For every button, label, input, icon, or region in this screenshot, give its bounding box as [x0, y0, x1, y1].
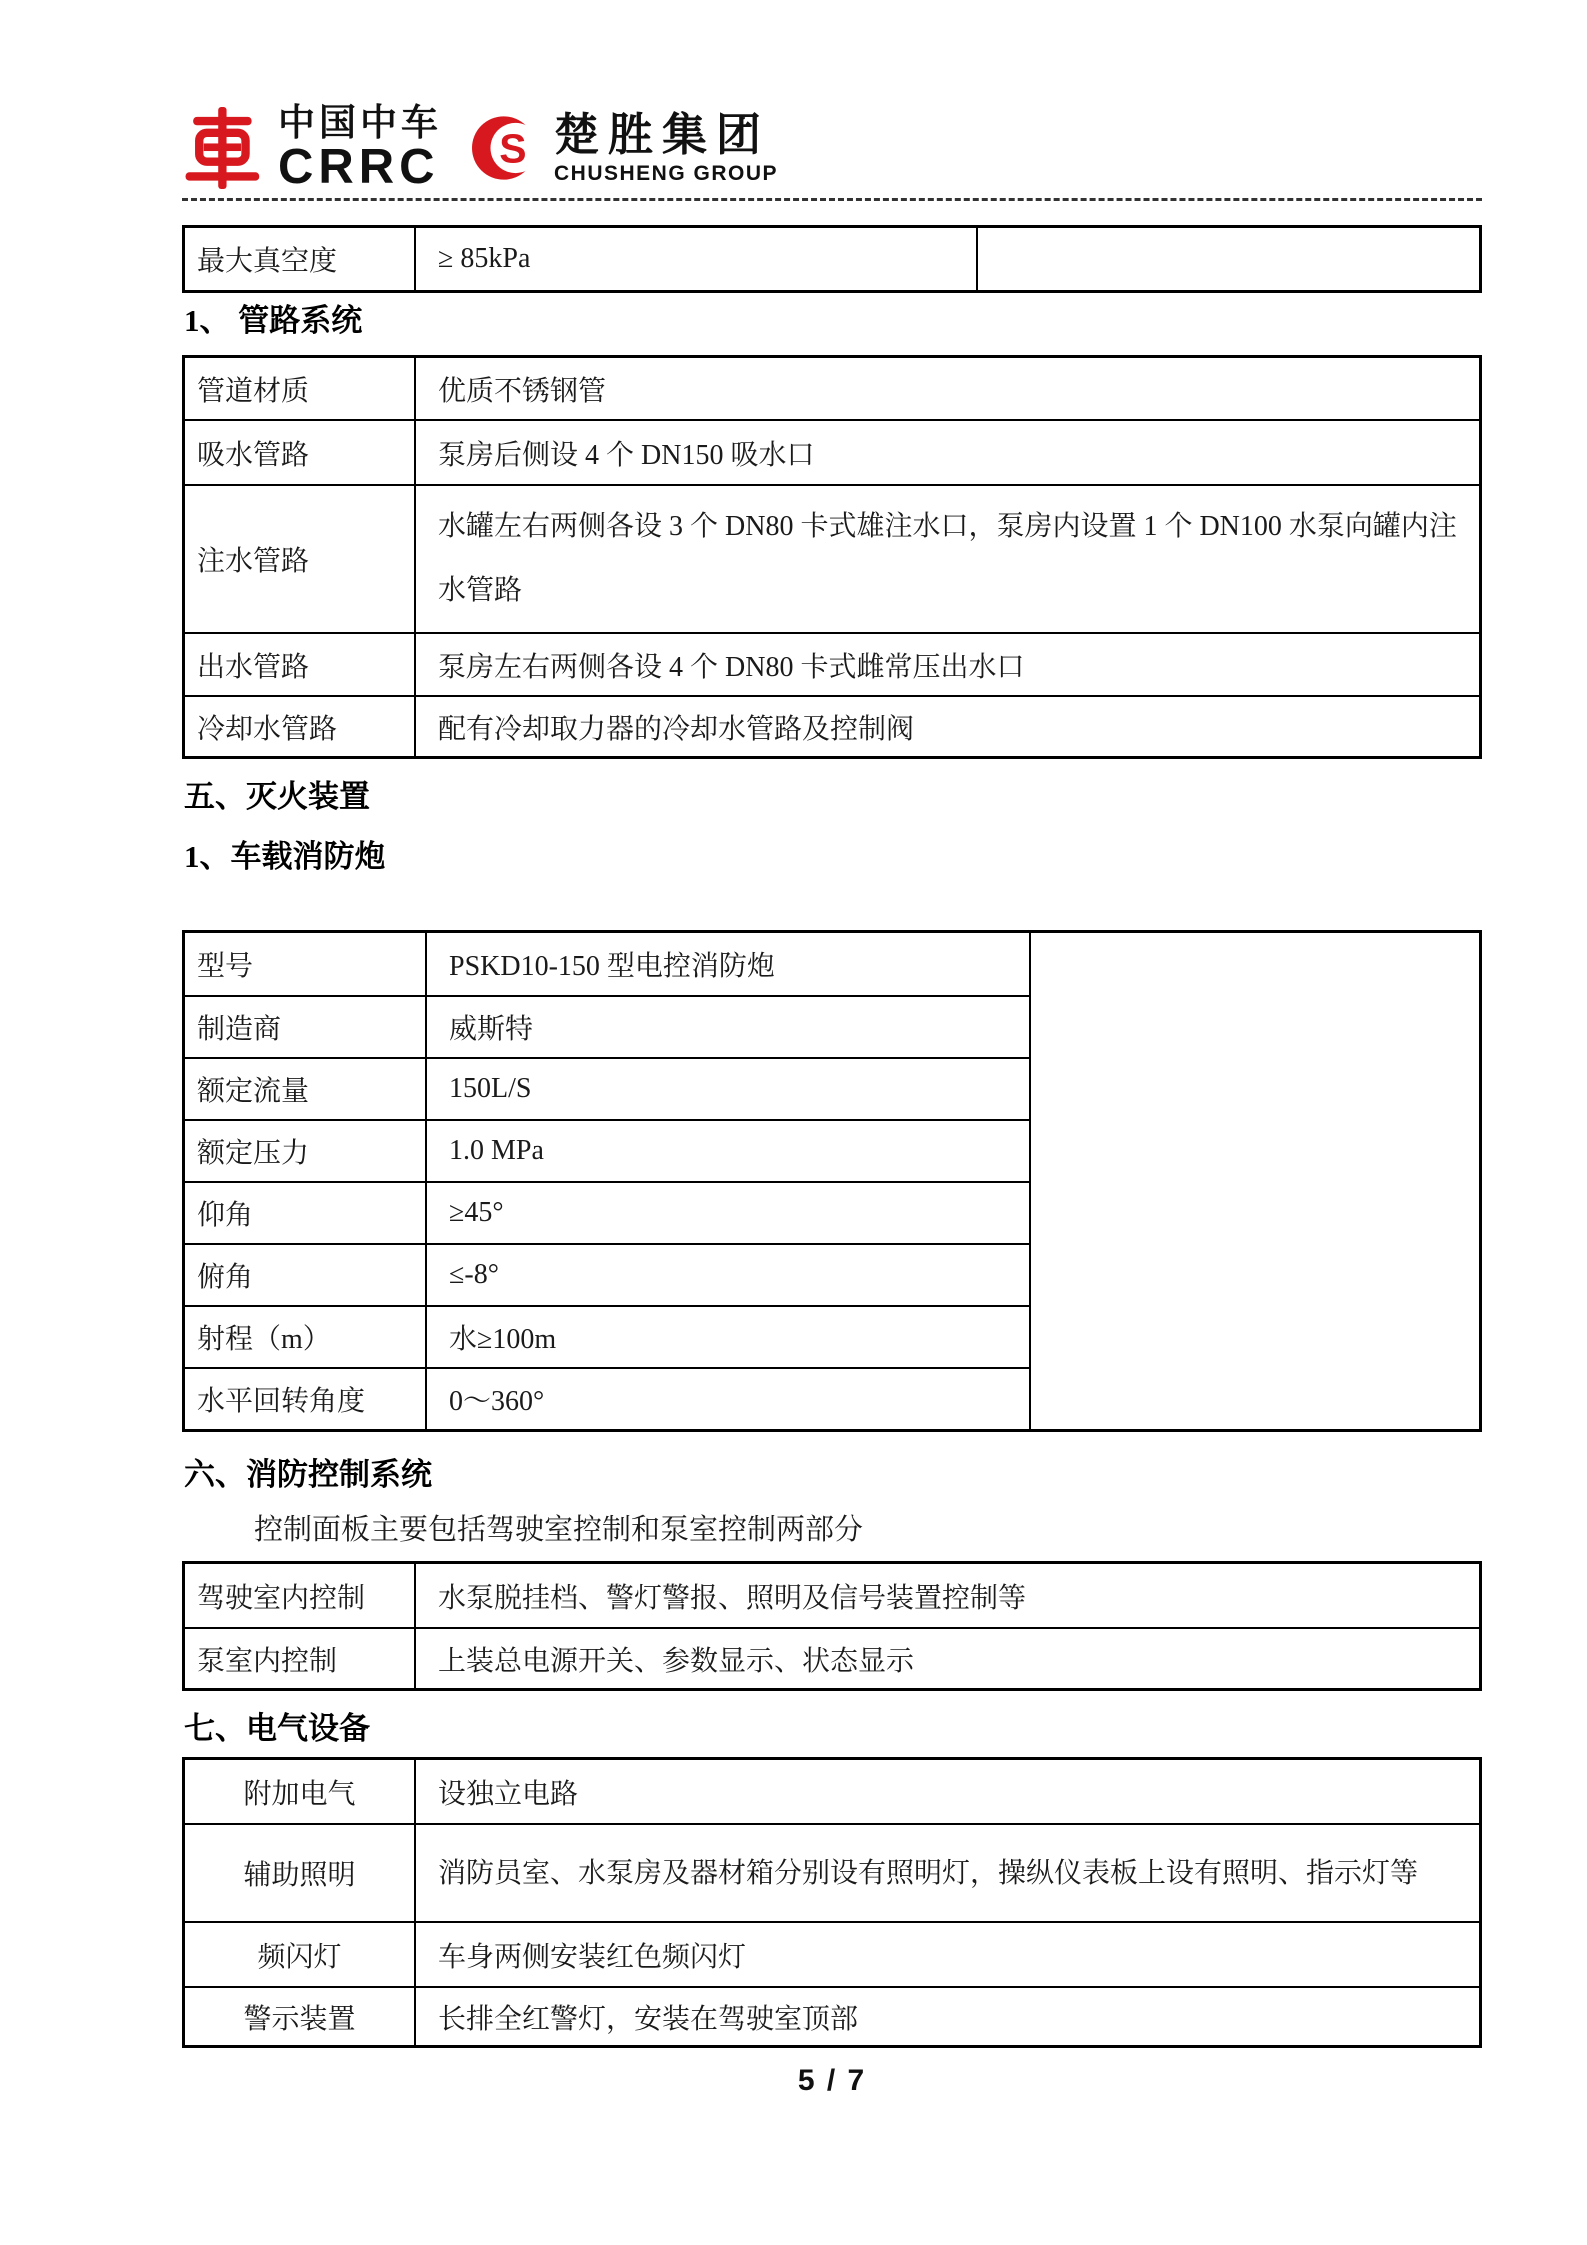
spec-label-cell: 驾驶室内控制 [197, 1582, 366, 1614]
monitor-subsection-heading: 1、车载消防炮 [184, 839, 386, 874]
chusheng-logo-text [554, 109, 779, 185]
spec-value-text: 消防员室、水泵房及器材箱分别设有照明灯，操纵仪表板上设有照明、指示灯等 [438, 1857, 1419, 1889]
spec-label-cell: 额定流量 [185, 1057, 425, 1119]
spec-label-cell: 吸水管路 [185, 419, 414, 484]
spec-value-cell: 配有冷却取力器的冷却水管路及控制阀 [414, 695, 1479, 756]
page-header [182, 0, 1482, 194]
spec-label-cell: 警示装置 [185, 1986, 414, 2045]
empty-merged-cell [1029, 933, 1479, 1429]
spec-label-cell: 管道材质 [197, 375, 310, 407]
extinguishing-section-heading: 五、灭火装置 [184, 779, 370, 814]
spec-value-cell: 车身两侧安装红色频闪灯 [414, 1921, 1479, 1986]
header-divider [182, 198, 1482, 201]
spec-value-cell [414, 1823, 1479, 1921]
fire-monitor-table [182, 930, 1482, 1432]
spec-label-cell: 泵室内控制 [185, 1627, 414, 1688]
spec-value-cell: ≥ 85kPa [414, 228, 976, 290]
control-table [182, 1561, 1482, 1691]
spec-label-cell: 射程（m） [185, 1305, 425, 1367]
empty-cell [976, 228, 1479, 290]
crrc-logo-text [278, 104, 442, 192]
spec-label-cell: 冷却水管路 [185, 695, 414, 756]
spec-label-cell: 水平回转角度 [185, 1367, 425, 1429]
spec-value-cell: ≥45° [425, 1181, 1029, 1243]
crrc-name-cn: 中国中车 [278, 102, 442, 143]
vacuum-spec-table [182, 225, 1482, 293]
svg-text:S: S [499, 125, 527, 172]
spec-value-cell: 泵房后侧设 4 个 DN150 吸水口 [414, 419, 1479, 484]
spec-value-cell: 水泵脱挂档、警灯警报、照明及信号装置控制等 [414, 1564, 1479, 1627]
spec-value-cell: 1.0 MPa [425, 1119, 1029, 1181]
spec-label-cell: 仰角 [185, 1181, 425, 1243]
page-number: 5 / 7 [797, 2064, 867, 2097]
chusheng-logo [472, 110, 778, 186]
chusheng-name-en: CHUSHENG GROUP [554, 162, 779, 185]
spec-label-cell: 频闪灯 [185, 1921, 414, 1986]
spec-label-cell: 额定压力 [185, 1119, 425, 1181]
control-section-heading: 六、消防控制系统 [184, 1457, 432, 1492]
spec-value-text: 水罐左右两侧各设 3 个 DN80 卡式雄注水口，泵房内设置 1 个 DN100 水泵向罐内注水管路 [438, 511, 1457, 606]
crrc-logo-icon [182, 107, 262, 189]
spec-value-cell: PSKD10-150 型电控消防炮 [425, 933, 1029, 995]
spec-label-cell: 辅助照明 [185, 1823, 414, 1921]
spec-label-cell: 俯角 [185, 1243, 425, 1305]
spec-label-cell: 型号 [197, 951, 254, 982]
page-content [182, 0, 1482, 2098]
electrical-table [182, 1757, 1482, 2048]
piping-section-heading: 1、 管路系统 [184, 303, 363, 338]
spec-value-cell: 泵房左右两侧各设 4 个 DN80 卡式雌常压出水口 [414, 632, 1479, 695]
spec-value-cell: 优质不锈钢管 [414, 358, 1479, 419]
crrc-name-en: CRRC [278, 140, 440, 194]
crrc-logo [182, 104, 442, 192]
chusheng-name-cn: 楚胜集团 [554, 109, 771, 160]
chusheng-logo-icon [472, 110, 538, 186]
spec-label-cell: 出水管路 [185, 632, 414, 695]
spec-value-cell: 0～360° [425, 1367, 1029, 1429]
spec-label-cell: 注水管路 [185, 484, 414, 632]
spec-value-cell: 威斯特 [425, 995, 1029, 1057]
spec-value-cell: 长排全红警灯，安装在驾驶室顶部 [414, 1986, 1479, 2045]
spec-value-cell: 设独立电路 [414, 1760, 1479, 1823]
electrical-section-heading: 七、电气设备 [184, 1711, 370, 1746]
control-intro-paragraph: 控制面板主要包括驾驶室控制和泵室控制两部分 [254, 1514, 864, 1546]
spec-value-cell: 上装总电源开关、参数显示、状态显示 [414, 1627, 1479, 1688]
spec-value-cell: 150L/S [425, 1057, 1029, 1119]
spec-value-cell: ≤-8° [425, 1243, 1029, 1305]
spec-label-cell: 制造商 [185, 995, 425, 1057]
spec-label-cell: 附加电气 [243, 1778, 356, 1810]
spec-label-cell: 最大真空度 [197, 246, 338, 277]
piping-table [182, 355, 1482, 759]
spec-value-cell: 水≥100m [425, 1305, 1029, 1367]
spec-value-cell [414, 484, 1479, 632]
